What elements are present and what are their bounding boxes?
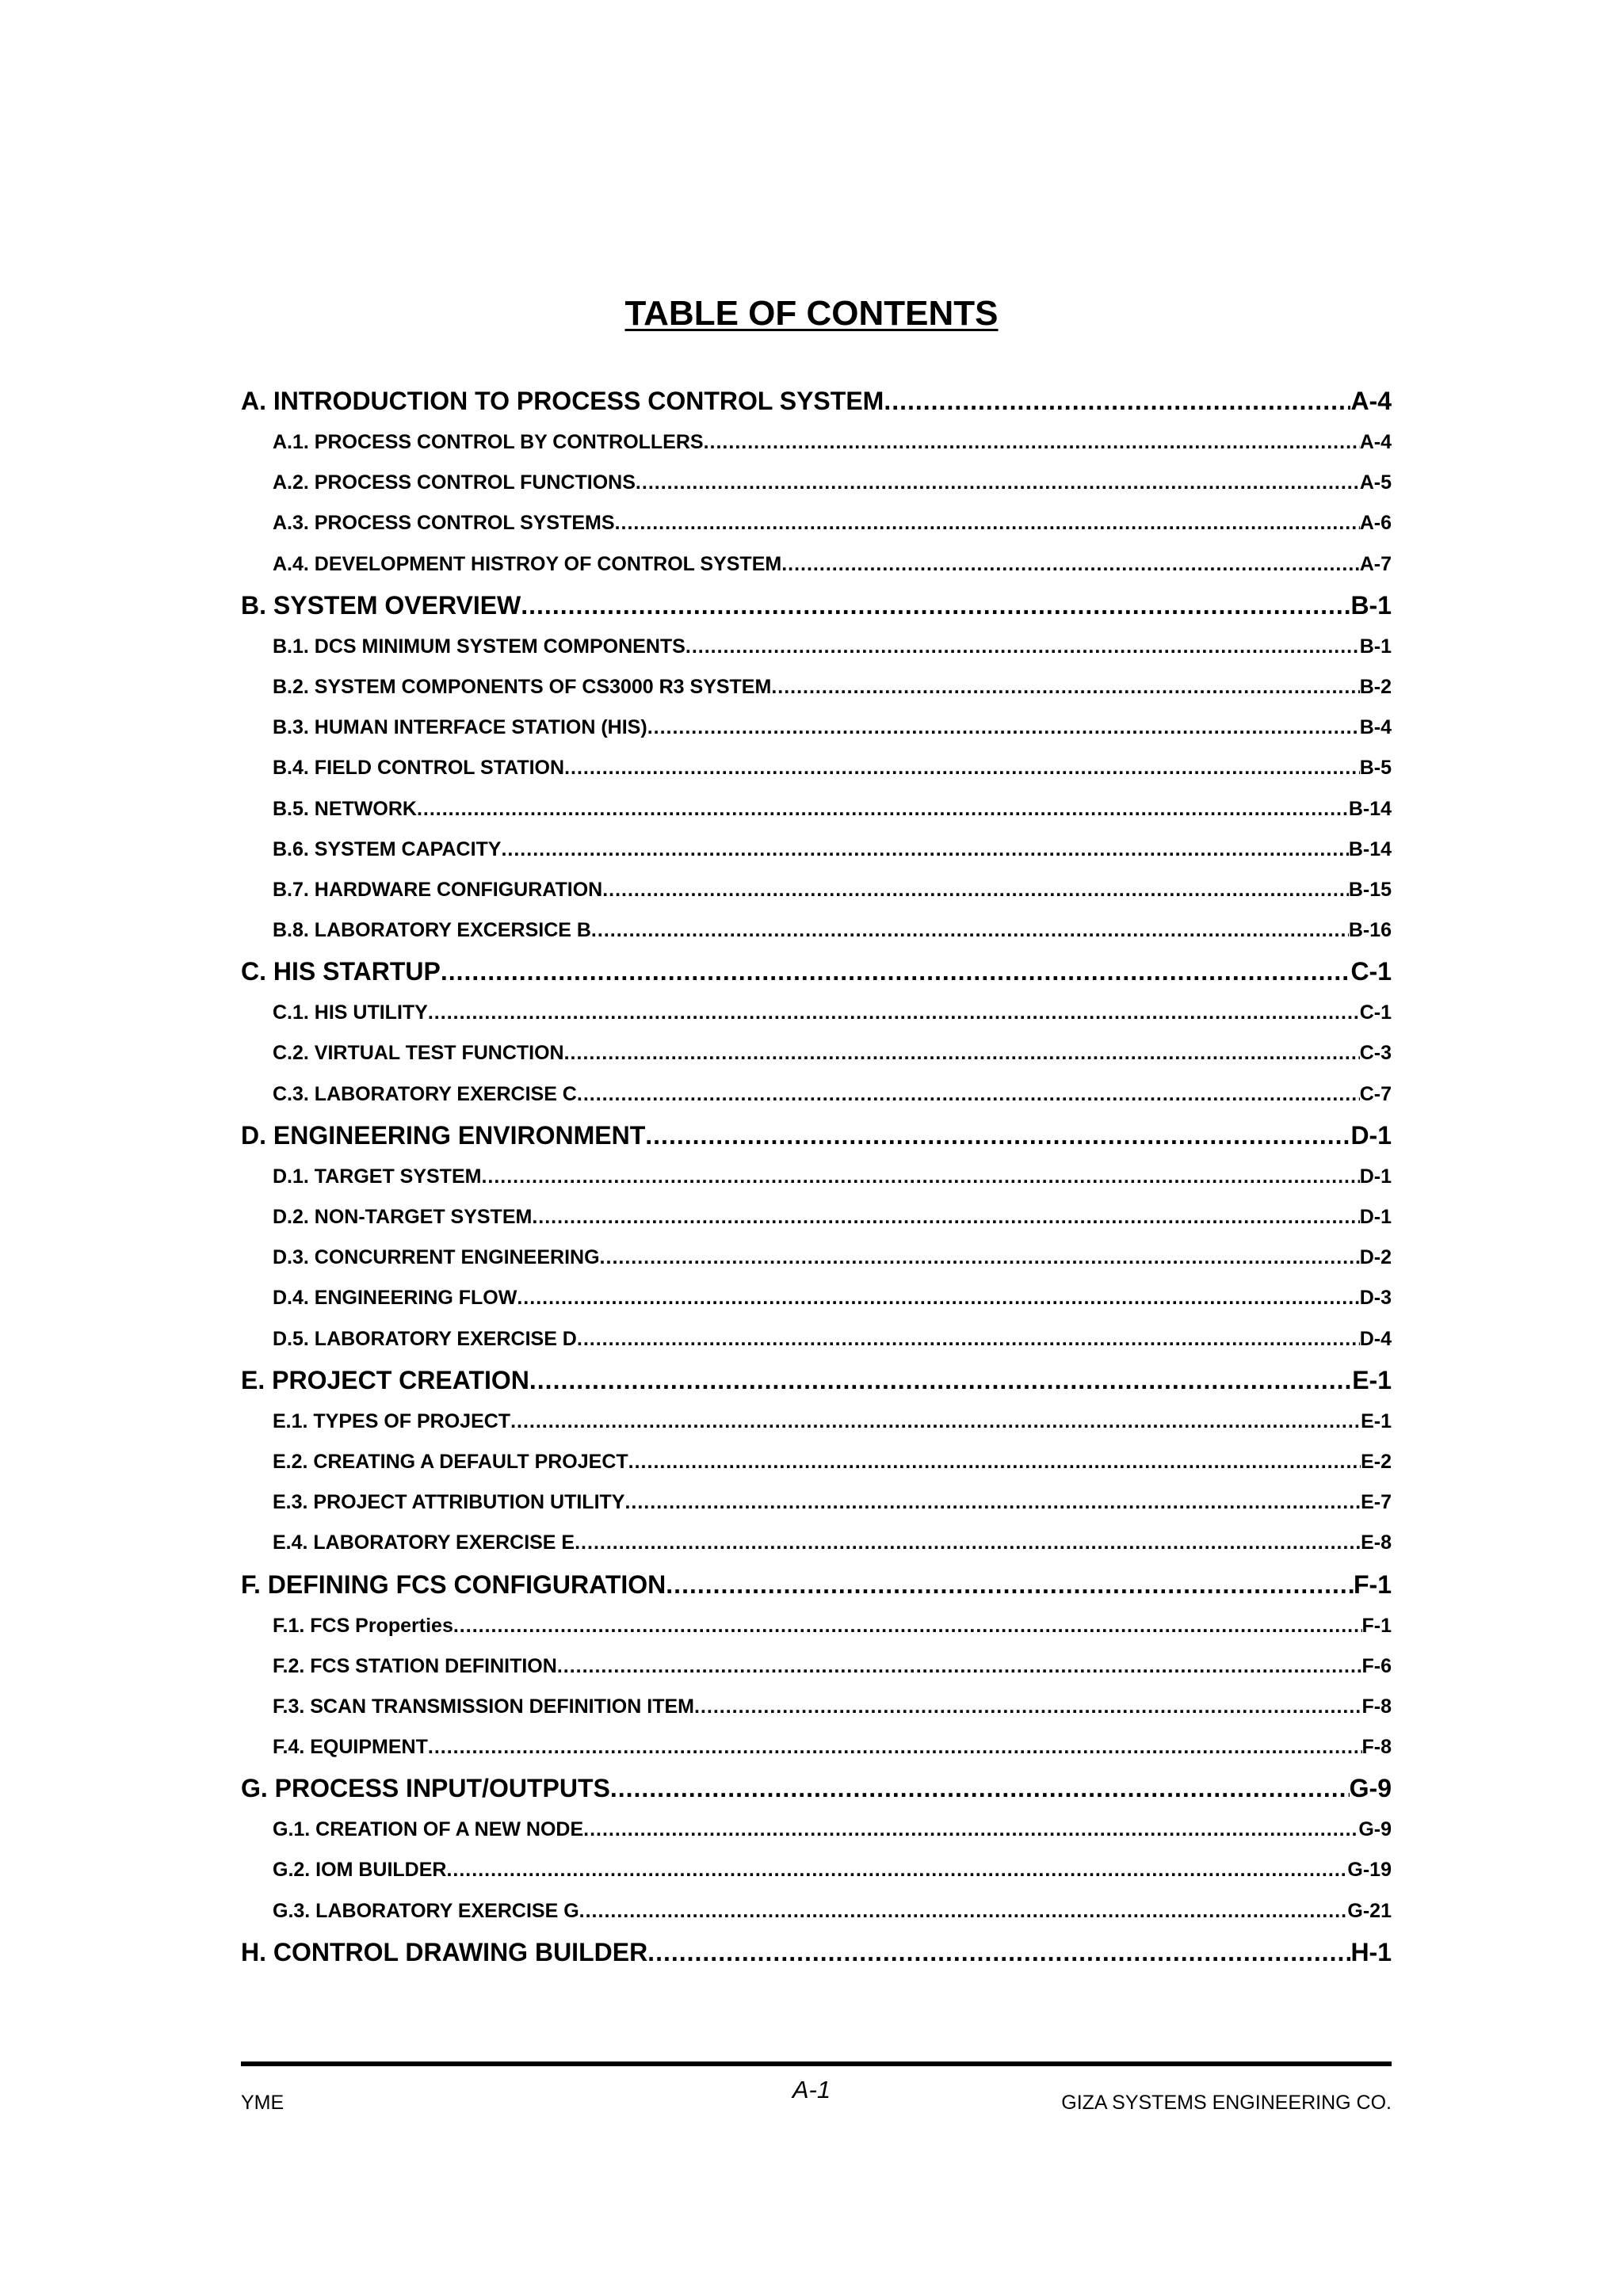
- toc-entry-label: D.4. ENGINEERING FLOW: [273, 1287, 517, 1310]
- toc-dot-leader: [685, 627, 1360, 667]
- toc-subsection-entry[interactable]: [241, 870, 1392, 910]
- toc-entry-label: B.8. LABORATORY EXCERSICE B: [273, 919, 591, 942]
- toc-entry-label: D.5. LABORATORY EXERCISE D: [273, 1327, 577, 1350]
- toc-dot-leader: [583, 1810, 1358, 1850]
- toc-section-entry[interactable]: [241, 1360, 1392, 1402]
- toc-entry-label: B.3. HUMAN INTERFACE STATION (HIS): [273, 716, 647, 739]
- toc-entry-page: E-8: [1361, 1531, 1392, 1554]
- toc-dot-leader: [575, 1523, 1361, 1563]
- toc-dot-leader: [579, 1891, 1348, 1932]
- toc-entry-label: B.6. SYSTEM CAPACITY: [273, 837, 502, 860]
- toc-dot-leader: [428, 1727, 1362, 1768]
- toc-entry-page: B-14: [1348, 837, 1392, 860]
- toc-entry-page: C-1: [1359, 1001, 1392, 1024]
- toc-subsection-entry[interactable]: [241, 1606, 1392, 1646]
- toc-entry-page: G-19: [1347, 1859, 1392, 1882]
- toc-entry-page: D-1: [1359, 1206, 1392, 1228]
- toc-entry-label: C.3. LABORATORY EXERCISE C: [273, 1082, 577, 1105]
- toc-entry-page: D-1: [1359, 1165, 1392, 1188]
- toc-subsection-entry[interactable]: [241, 1197, 1392, 1238]
- toc-section-entry[interactable]: [241, 1564, 1392, 1606]
- toc-dot-leader: [704, 422, 1360, 463]
- toc-entry-label: E.1. TYPES OF PROJECT: [273, 1409, 511, 1432]
- toc-dot-leader: [529, 1360, 1352, 1402]
- toc-dot-leader: [510, 1402, 1361, 1442]
- toc-entry-page: A-4: [1359, 431, 1392, 453]
- toc-entry-page: B-1: [1359, 635, 1392, 658]
- toc-dot-leader: [446, 1850, 1347, 1890]
- toc-dot-leader: [557, 1646, 1362, 1687]
- toc-dot-leader: [417, 789, 1349, 830]
- toc-dot-leader: [501, 830, 1348, 870]
- toc-dot-leader: [610, 1768, 1350, 1810]
- toc-subsection-entry[interactable]: [241, 1891, 1392, 1932]
- toc-entry-page: D-3: [1359, 1287, 1392, 1310]
- toc-dot-leader: [884, 380, 1350, 422]
- toc-entry-label: E.2. CREATING A DEFAULT PROJECT: [273, 1450, 628, 1473]
- toc-dot-leader: [564, 748, 1360, 788]
- toc-subsection-entry[interactable]: [241, 789, 1392, 830]
- toc-subsection-entry[interactable]: [241, 910, 1392, 951]
- toc-dot-leader: [624, 1482, 1361, 1523]
- toc-dot-leader: [647, 707, 1360, 748]
- toc-subsection-entry[interactable]: [241, 503, 1392, 543]
- toc-subsection-entry[interactable]: [241, 1238, 1392, 1278]
- toc-dot-leader: [615, 503, 1360, 543]
- toc-entry-page: F-1: [1361, 1614, 1392, 1637]
- toc-entry-page: F-1: [1354, 1569, 1392, 1599]
- toc-subsection-entry[interactable]: [241, 748, 1392, 788]
- toc-entry-page: E-7: [1361, 1491, 1392, 1514]
- toc-dot-leader: [577, 1319, 1360, 1360]
- toc-entry-page: E-1: [1352, 1365, 1392, 1394]
- toc-entry-label: C. HIS STARTUP: [241, 957, 441, 986]
- toc-entry-label: E. PROJECT CREATION: [241, 1365, 529, 1394]
- toc-entry-label: F. DEFINING FCS CONFIGURATION: [241, 1569, 666, 1599]
- toc-subsection-entry[interactable]: [241, 1727, 1392, 1768]
- toc-subsection-entry[interactable]: [241, 707, 1392, 748]
- toc-entry-label: F.1. FCS Properties: [273, 1614, 453, 1637]
- toc-entry-label: D.2. NON-TARGET SYSTEM: [273, 1206, 533, 1228]
- toc-entry-page: D-4: [1359, 1327, 1392, 1350]
- toc-entry-page: F-8: [1361, 1736, 1392, 1759]
- toc-entry-label: A.3. PROCESS CONTROL SYSTEMS: [273, 512, 615, 535]
- toc-entry-label: A.2. PROCESS CONTROL FUNCTIONS: [273, 471, 636, 494]
- toc-subsection-entry[interactable]: [241, 1646, 1392, 1687]
- toc-subsection-entry[interactable]: [241, 1319, 1392, 1360]
- toc-dot-leader: [441, 951, 1351, 993]
- toc-subsection-entry[interactable]: [241, 1810, 1392, 1850]
- toc-entry-label: B. SYSTEM OVERVIEW: [241, 590, 521, 620]
- toc-entry-label: A. INTRODUCTION TO PROCESS CONTROL SYSTEM: [241, 387, 884, 415]
- page-title: TABLE OF CONTENTS: [624, 294, 999, 333]
- toc-dot-leader: [577, 1074, 1360, 1115]
- toc-dot-leader: [532, 1197, 1359, 1238]
- toc-dot-leader: [481, 1157, 1359, 1197]
- toc-entry-page: D-1: [1350, 1120, 1392, 1150]
- toc-entry-page: F-8: [1361, 1695, 1392, 1718]
- footer-divider: [241, 2061, 1392, 2066]
- toc-dot-leader: [521, 585, 1350, 627]
- toc-entry-label: C.2. VIRTUAL TEST FUNCTION: [273, 1042, 564, 1065]
- toc-subsection-entry[interactable]: [241, 1442, 1392, 1482]
- toc-entry-label: A.1. PROCESS CONTROL BY CONTROLLERS: [273, 431, 704, 453]
- toc-entry-page: B-2: [1359, 675, 1392, 698]
- toc-entry-label: H. CONTROL DRAWING BUILDER: [241, 1937, 648, 1966]
- toc-dot-leader: [645, 1115, 1350, 1157]
- toc-section-entry[interactable]: [241, 1932, 1392, 1974]
- toc-entry-page: A-7: [1359, 552, 1392, 575]
- toc-entry-label: B.4. FIELD CONTROL STATION: [273, 757, 565, 780]
- toc-entry-label: F.4. EQUIPMENT: [273, 1736, 428, 1759]
- toc-entry-label: B.1. DCS MINIMUM SYSTEM COMPONENTS: [273, 635, 685, 658]
- toc-entry-label: G.1. CREATION OF A NEW NODE: [273, 1818, 584, 1841]
- footer-left-text: YME: [241, 2092, 285, 2114]
- toc-list: [241, 380, 1392, 1974]
- toc-subsection-entry[interactable]: [241, 1850, 1392, 1890]
- toc-entry-label: F.3. SCAN TRANSMISSION DEFINITION ITEM: [273, 1695, 694, 1718]
- toc-section-entry[interactable]: [241, 1768, 1392, 1810]
- toc-entry-page: A-4: [1350, 387, 1392, 415]
- toc-entry-page: D-2: [1359, 1246, 1392, 1269]
- toc-entry-label: B.2. SYSTEM COMPONENTS OF CS3000 R3 SYSTEM: [273, 675, 772, 698]
- toc-entry-page: A-6: [1359, 512, 1392, 535]
- toc-entry-page: C-3: [1359, 1042, 1392, 1065]
- toc-subsection-entry[interactable]: [241, 830, 1392, 870]
- toc-dot-leader: [428, 993, 1360, 1033]
- toc-subsection-entry[interactable]: [241, 1482, 1392, 1523]
- toc-subsection-entry[interactable]: [241, 1074, 1392, 1115]
- toc-entry-label: C.1. HIS UTILITY: [273, 1001, 428, 1024]
- toc-entry-page: C-7: [1359, 1082, 1392, 1105]
- toc-dot-leader: [602, 870, 1349, 910]
- toc-entry-page: B-5: [1359, 757, 1392, 780]
- page-number: A-1: [792, 2076, 831, 2103]
- toc-entry-label: G. PROCESS INPUT/OUTPUTS: [241, 1774, 610, 1803]
- toc-entry-label: E.3. PROJECT ATTRIBUTION UTILITY: [273, 1491, 625, 1514]
- toc-dot-leader: [694, 1687, 1362, 1727]
- toc-dot-leader: [564, 1033, 1360, 1074]
- toc-dot-leader: [647, 1932, 1350, 1974]
- toc-dot-leader: [771, 667, 1359, 707]
- toc-entry-label: D. ENGINEERING ENVIRONMENT: [241, 1120, 646, 1150]
- toc-section-entry[interactable]: [241, 951, 1392, 993]
- toc-entry-page: A-5: [1359, 471, 1392, 494]
- toc-entry-page: B-14: [1348, 797, 1392, 820]
- toc-dot-leader: [781, 544, 1360, 585]
- toc-entry-page: B-16: [1348, 919, 1392, 942]
- toc-entry-page: C-1: [1350, 957, 1392, 986]
- toc-section-entry[interactable]: [241, 585, 1392, 627]
- toc-dot-leader: [453, 1606, 1362, 1646]
- toc-subsection-entry[interactable]: [241, 1157, 1392, 1197]
- toc-section-entry[interactable]: [241, 380, 1392, 422]
- toc-entry-page: B-15: [1348, 878, 1392, 901]
- toc-subsection-entry[interactable]: [241, 1033, 1392, 1074]
- toc-subsection-entry[interactable]: [241, 627, 1392, 667]
- toc-dot-leader: [600, 1238, 1360, 1278]
- toc-section-entry[interactable]: [241, 1115, 1392, 1157]
- toc-subsection-entry[interactable]: [241, 1402, 1392, 1442]
- toc-entry-page: G-9: [1358, 1818, 1392, 1841]
- toc-subsection-entry[interactable]: [241, 422, 1392, 463]
- toc-entry-label: B.7. HARDWARE CONFIGURATION: [273, 878, 603, 901]
- toc-entry-page: B-4: [1359, 716, 1392, 739]
- toc-dot-leader: [666, 1564, 1354, 1606]
- toc-entry-label: D.1. TARGET SYSTEM: [273, 1165, 482, 1188]
- toc-subsection-entry[interactable]: [241, 463, 1392, 503]
- toc-subsection-entry[interactable]: [241, 1278, 1392, 1318]
- toc-entry-label: F.2. FCS STATION DEFINITION: [273, 1654, 557, 1677]
- toc-subsection-entry[interactable]: [241, 1687, 1392, 1727]
- toc-entry-label: G.2. IOM BUILDER: [273, 1859, 447, 1882]
- toc-entry-page: E-2: [1361, 1450, 1392, 1473]
- toc-entry-label: A.4. DEVELOPMENT HISTROY OF CONTROL SYSTEM: [273, 552, 782, 575]
- toc-dot-leader: [628, 1442, 1361, 1482]
- toc-subsection-entry[interactable]: [241, 544, 1392, 585]
- toc-entry-label: B.5. NETWORK: [273, 797, 417, 820]
- toc-entry-page: G-21: [1347, 1899, 1392, 1922]
- toc-entry-label: E.4. LABORATORY EXERCISE E: [273, 1531, 575, 1554]
- footer-company-name: GIZA SYSTEMS ENGINEERING CO.: [1061, 2092, 1392, 2114]
- toc-entry-page: H-1: [1350, 1937, 1392, 1966]
- toc-entry-page: E-1: [1361, 1409, 1392, 1432]
- toc-entry-page: G-9: [1349, 1774, 1392, 1803]
- toc-dot-leader: [591, 910, 1349, 951]
- toc-subsection-entry[interactable]: [241, 1523, 1392, 1563]
- toc-subsection-entry[interactable]: [241, 993, 1392, 1033]
- toc-entry-label: D.3. CONCURRENT ENGINEERING: [273, 1246, 600, 1269]
- toc-subsection-entry[interactable]: [241, 667, 1392, 707]
- toc-entry-label: G.3. LABORATORY EXERCISE G: [273, 1899, 579, 1922]
- toc-dot-leader: [517, 1278, 1359, 1318]
- toc-dot-leader: [636, 463, 1360, 503]
- toc-entry-page: B-1: [1350, 590, 1392, 620]
- toc-entry-page: F-6: [1361, 1654, 1392, 1677]
